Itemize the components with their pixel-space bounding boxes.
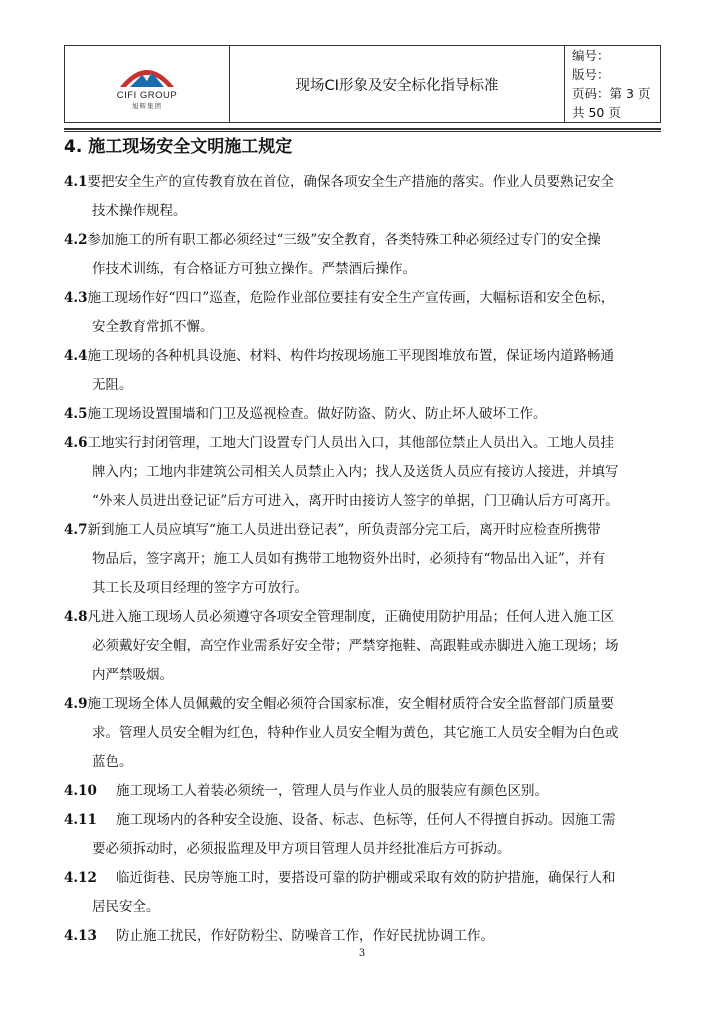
rule-item: [64, 168, 661, 226]
rule-continuation-line: 牌入内；工地内非建筑公司相关人员禁止入内；找人及送货人员应有接访人接进，并填写: [92, 464, 619, 480]
rule-continuation-line: 其工长及项目经理的签字方可放行。: [92, 580, 308, 596]
rule-first-line: [64, 226, 661, 255]
rule-text: 工地实行封闭管理，工地大门设置专门人员出入口，其他部位禁止人员出入。工地人员挂: [87, 435, 614, 451]
rule-text: 凡进入施工现场人员必须遵守各项安全管理制度，正确使用防护用品；任何人进入施工区: [87, 609, 614, 625]
rule-number: 4.3: [64, 290, 88, 306]
rule-continuation-line: 要必须拆动时，必须报监理及甲方项目管理人员并经批准后方可拆动。: [92, 841, 511, 857]
rule-text: 施工现场作好“四口”巡查，危险作业部位要挂有安全生产宣传画，大幅标语和安全色标，: [87, 290, 615, 306]
rule-first-line: [64, 922, 661, 951]
rule-continuation-line: 必须戴好安全帽，高空作业需系好安全带；严禁穿拖鞋、高跟鞋或赤脚进入施工现场；场: [92, 638, 619, 654]
rule-continuation-line: 技术操作规程。: [92, 203, 187, 219]
rule-continuation-line: 作技术训练，有合格证方可独立操作。严禁酒后操作。: [92, 261, 416, 277]
rule-number: 4.9: [64, 696, 88, 712]
rule-first-line: [64, 516, 661, 545]
rules-list: [64, 168, 661, 951]
section-title: 4. 施工现场安全文明施工规定: [64, 137, 293, 157]
logo-chinese-text: 旭辉集团: [132, 101, 162, 110]
rule-first-line: [64, 168, 661, 197]
rule-first-line: [64, 342, 661, 371]
rule-number: 4.13: [64, 928, 97, 944]
rule-text: 新到施工人员应填写“施工人员进出登记表”，所负责部分完工后，离开时应检查所携带: [87, 522, 601, 538]
document-header: [64, 45, 661, 123]
rule-item: [64, 777, 661, 806]
rule-text: 防止施工扰民，作好防粉尘、防噪音工作，作好民扰协调工作。: [116, 928, 494, 944]
rule-number: 4.5: [64, 406, 88, 422]
page-number: 3: [358, 948, 366, 959]
logo-english-text: CIFI GROUP: [116, 89, 178, 101]
rule-text: 施工现场全体人员佩戴的安全帽必须符合国家标准，安全帽材质符合安全监督部门质量要: [87, 696, 614, 712]
rule-continuation-line: 无阻。: [92, 377, 133, 393]
rule-item: [64, 342, 661, 400]
rule-item: [64, 516, 661, 603]
version-label: 版号：: [572, 67, 610, 82]
rule-number: 4.10: [64, 783, 97, 799]
rule-number: 4.12: [64, 870, 97, 886]
rule-item: [64, 284, 661, 342]
header-rule: [64, 128, 661, 130]
rule-first-line: [64, 864, 661, 893]
rule-number: 4.7: [64, 522, 88, 538]
rule-continuation-line: 内严禁吸烟。: [92, 667, 173, 683]
rule-item: [64, 400, 661, 429]
rule-continuation-line: 居民安全。: [92, 899, 160, 915]
rule-first-line: [64, 429, 661, 458]
rule-item: [64, 864, 661, 922]
rule-text: 施工现场工人着装必须统一，管理人员与作业人员的服装应有颜色区别。: [116, 783, 548, 799]
rule-text: 要把安全生产的宣传教育放在首位，确保各项安全生产措施的落实。作业人员要熟记安全: [87, 174, 614, 190]
rule-item: [64, 806, 661, 864]
rule-continuation-line: “外来人员进出登记证”后方可进入，离开时由接访人签字的单据，门卫确认后方可离开。: [92, 493, 619, 509]
document-title: 现场CI形象及安全标化指导标准: [230, 46, 565, 122]
rule-number: 4.6: [64, 435, 88, 451]
rule-text: 参加施工的所有职工都必须经过“三级”安全教育，各类特殊工种必须经过专门的安全操: [87, 232, 601, 248]
rule-number: 4.4: [64, 348, 88, 364]
rule-first-line: [64, 284, 661, 313]
rule-number: 4.2: [64, 232, 88, 248]
rule-item: [64, 690, 661, 777]
rule-item: [64, 603, 661, 690]
code-label: 编号：: [572, 48, 610, 63]
rule-number: 4.1: [64, 174, 88, 190]
rule-item: [64, 226, 661, 284]
rule-continuation-line: 求。管理人员安全帽为红色，特种作业人员安全帽为黄色，其它施工人员安全帽为白色或: [92, 725, 619, 741]
rule-continuation-line: 物品后，签字离开；施工人员如有携带工地物资外出时，必须持有“物品出入证”，并有: [92, 551, 606, 567]
rule-number: 4.11: [64, 812, 97, 828]
rule-item: [64, 429, 661, 516]
rule-text: 临近街巷、民房等施工时，要搭设可靠的防护棚或采取有效的防护措施，确保行人和: [116, 870, 616, 886]
rule-first-line: [64, 806, 661, 835]
rule-continuation-line: 安全教育常抓不懈。: [92, 319, 214, 335]
rule-item: [64, 922, 661, 951]
rule-first-line: [64, 690, 661, 719]
company-logo: [65, 46, 230, 122]
rule-first-line: [64, 603, 661, 632]
document-info: [565, 46, 660, 122]
rule-text: 施工现场的各种机具设施、材料、构件均按现场施工平现图堆放布置，保证场内道路畅通: [87, 348, 614, 364]
rule-text: 施工现场设置围墙和门卫及巡视检查。做好防盗、防火、防止坏人破坏工作。: [87, 406, 547, 422]
rule-number: 4.8: [64, 609, 88, 625]
rule-first-line: [64, 400, 661, 429]
rule-continuation-line: 蓝色。: [92, 754, 133, 770]
page-label: 页码：第 3 页 共 50 页: [572, 86, 651, 120]
rule-first-line: [64, 777, 661, 806]
rule-text: 施工现场内的各种安全设施、设备、标志、色标等，任何人不得擅自拆动。因施工需: [116, 812, 616, 828]
mountain-logo-icon: [116, 59, 178, 89]
